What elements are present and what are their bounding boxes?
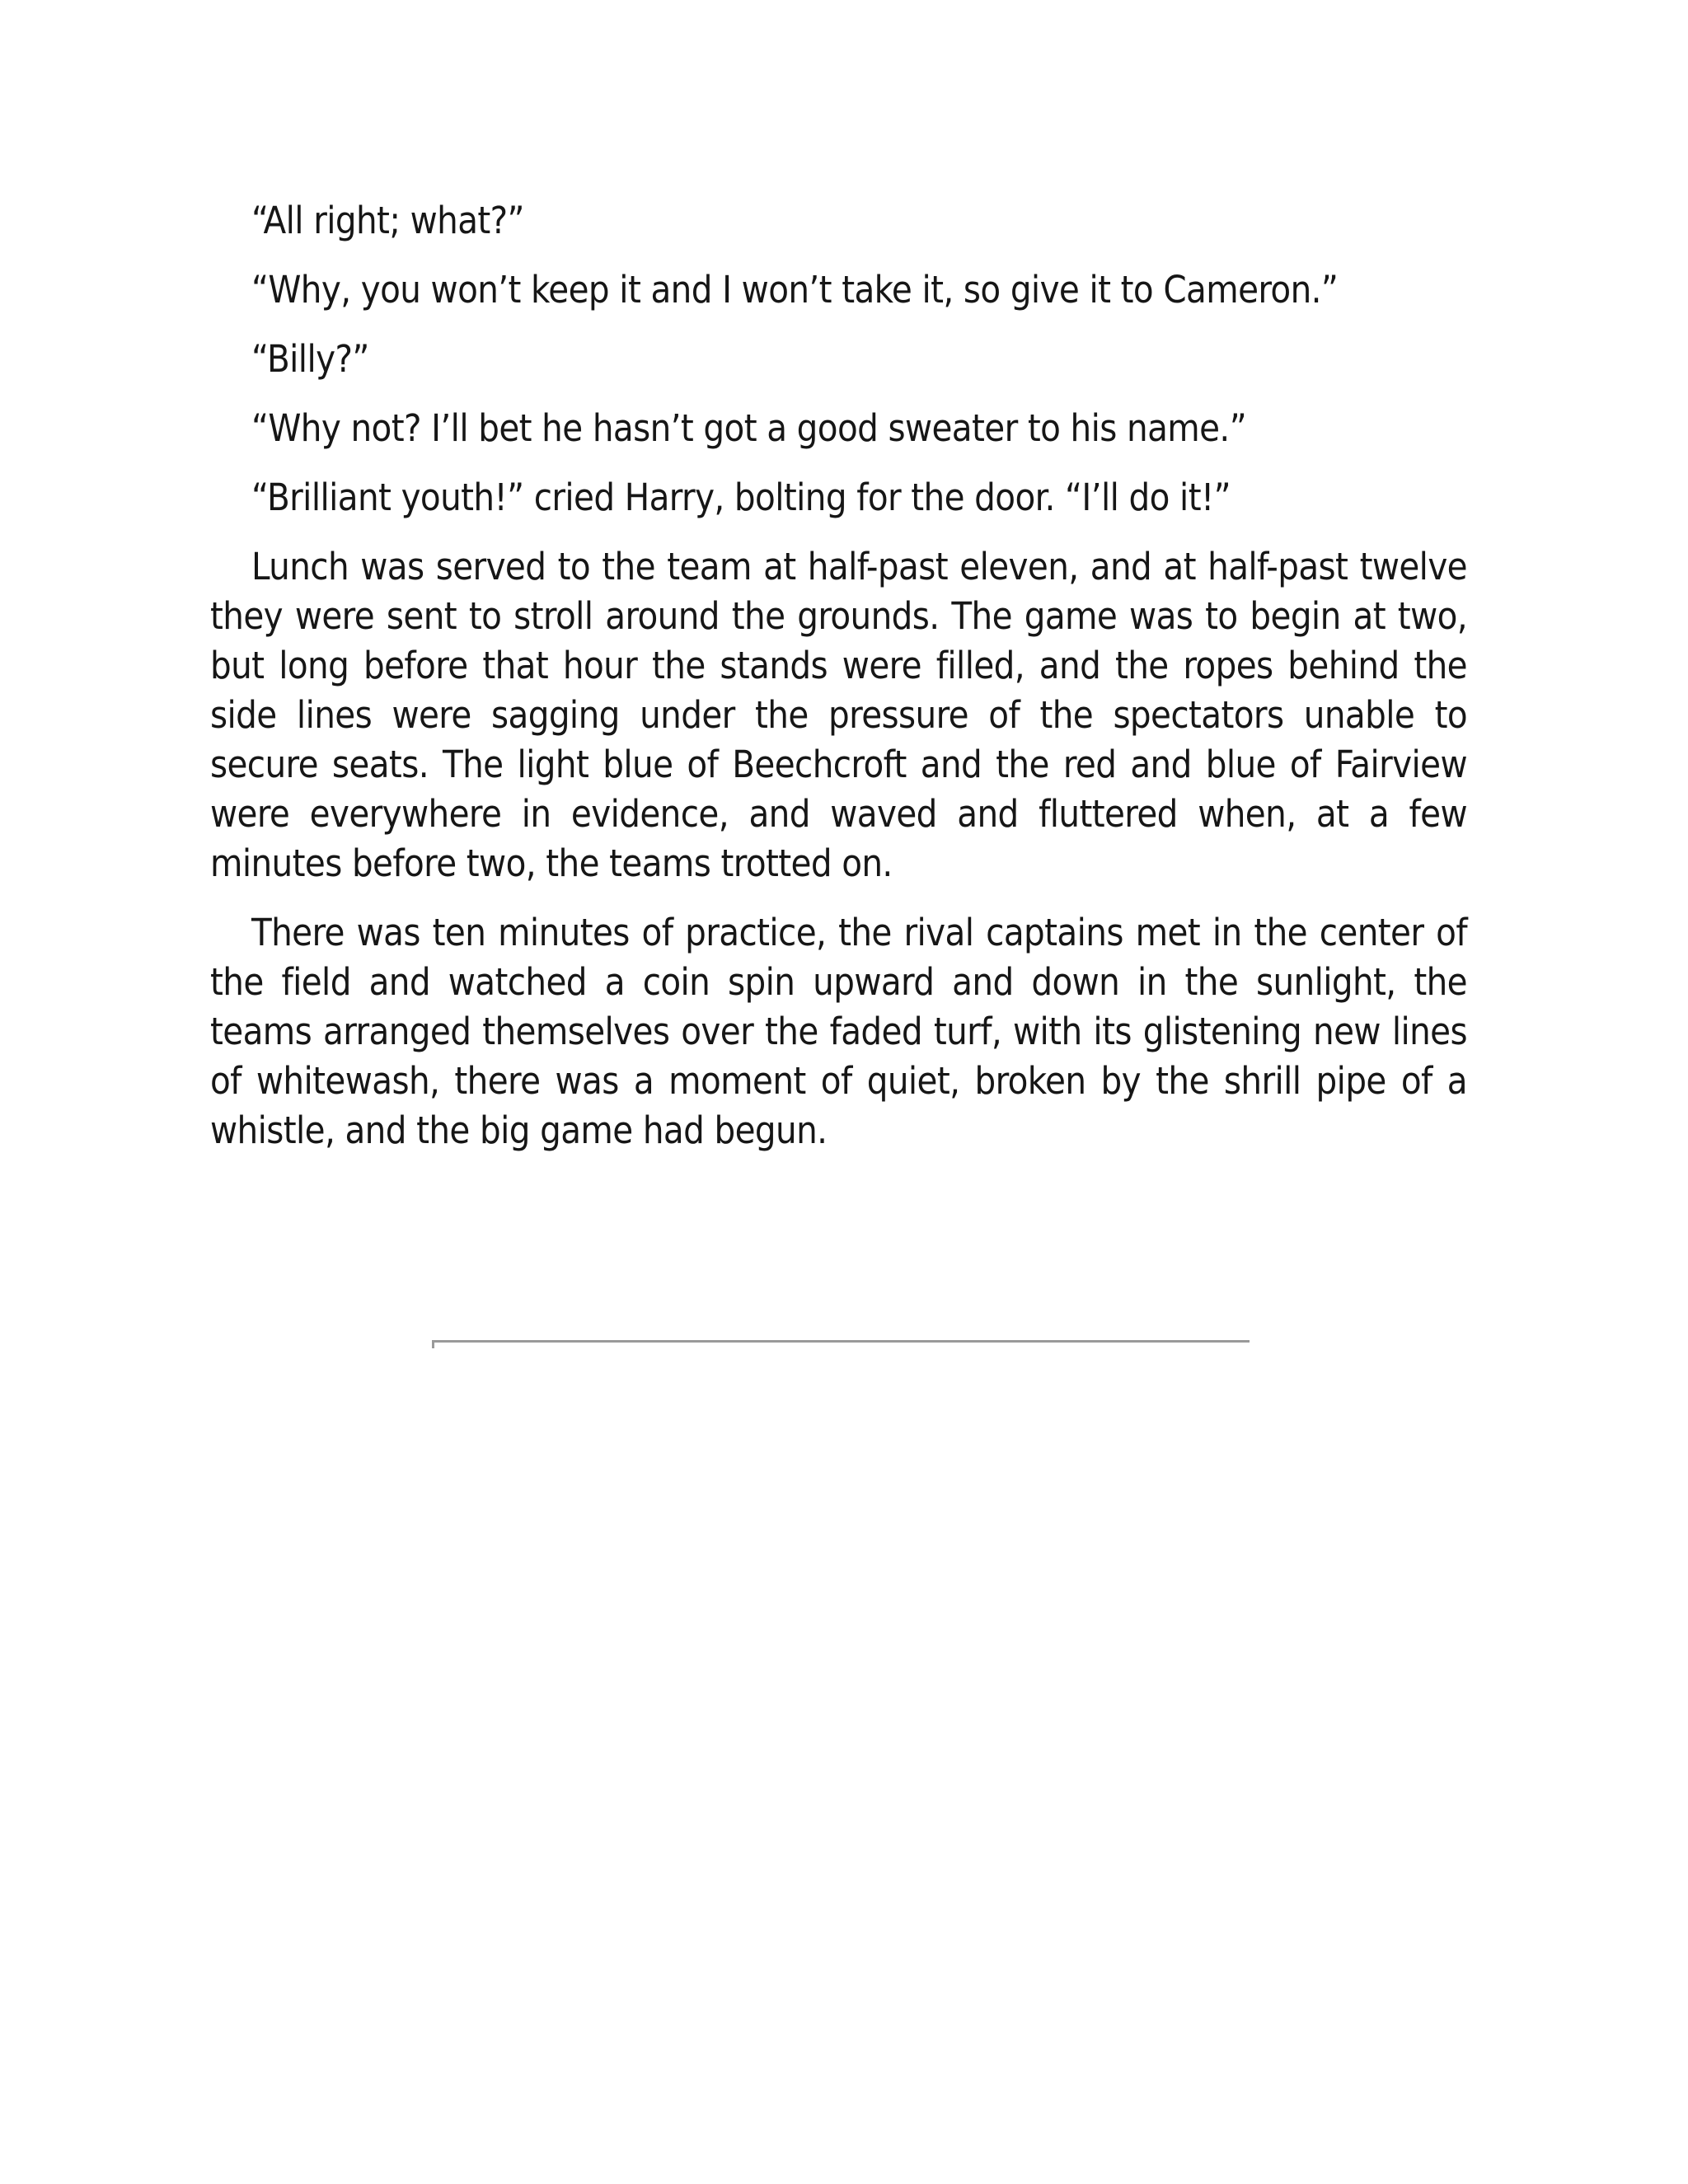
paragraph: “All right; what?” [251, 199, 524, 242]
paragraph: Lunch was served to the team at half-past eleven, and at half-past twelve they were sent to stroll around the grounds. The game was to begin at two, but long before that hour the stands were filled, and the ropes behind the side lines were sagging under the pressure of the spectators unable to secure seats. The light blue of Beechcroft and the red and blue of Fairview were everywhere in evidence, and waved and fluttered when, at a few minutes before two, the teams trotted on. [210, 545, 1467, 885]
paragraph: “Why, you won’t keep it and I won’t take it, so give it to Cameron.” [251, 268, 1339, 312]
paragraph: “Brilliant youth!” cried Harry, bolting for the door. “I’ll do it!” [251, 476, 1231, 519]
paragraph: “Why not? I’ll bet he hasn’t got a good sweater to his name.” [251, 406, 1247, 450]
chapter-end-rule [432, 1340, 1250, 1343]
body-text [210, 196, 1467, 1175]
paragraph: “Billy?” [251, 337, 369, 381]
paragraph: There was ten minutes of practice, the rival captains met in the center of the field and watched a coin spin upward and down in the sunlight, the teams arranged themselves over the faded turf, with its glistening new lines of whitewash, there was a moment of quiet, broken by the shrill pipe of a whistle, and the big game had begun. [210, 911, 1467, 1152]
